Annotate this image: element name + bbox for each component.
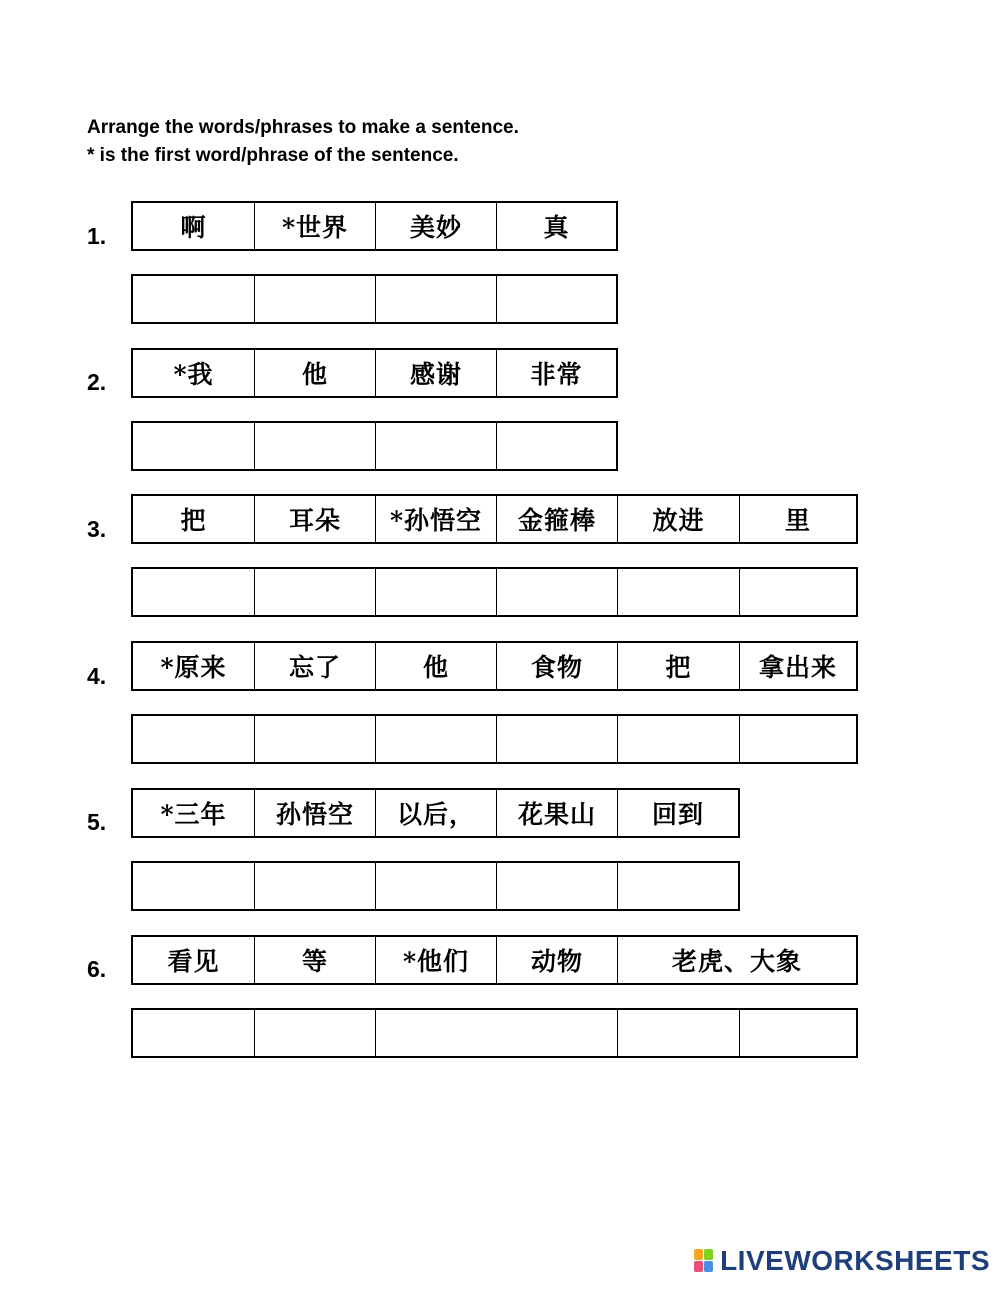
- answer-box[interactable]: [497, 863, 618, 909]
- word-bank-row: [131, 494, 858, 544]
- answer-box[interactable]: [740, 569, 856, 615]
- word-tile[interactable]: 食物: [497, 643, 618, 689]
- word-bank-row: [131, 348, 618, 398]
- question-number: 3.: [87, 516, 107, 542]
- answer-box[interactable]: [497, 716, 618, 762]
- answer-box[interactable]: [376, 863, 497, 909]
- answer-row: [131, 421, 618, 471]
- word-tile[interactable]: 金箍棒: [497, 496, 618, 542]
- question-number: 4.: [87, 663, 107, 689]
- question-number: 1.: [87, 223, 107, 249]
- answer-box[interactable]: [497, 276, 616, 322]
- answer-box[interactable]: [255, 276, 376, 322]
- answer-box[interactable]: [618, 1010, 740, 1056]
- answer-box[interactable]: [133, 569, 255, 615]
- answer-box[interactable]: [376, 569, 497, 615]
- question-number: 5.: [87, 809, 107, 835]
- question-number: 6.: [87, 956, 107, 982]
- liveworksheets-logo: [694, 1245, 990, 1277]
- word-tile[interactable]: 拿出来: [758, 653, 837, 682]
- word-tile[interactable]: *三年: [133, 790, 255, 836]
- answer-box[interactable]: [133, 276, 255, 322]
- answer-box[interactable]: [255, 569, 376, 615]
- answer-row: [131, 274, 618, 324]
- liveworksheets-logo-icon: [694, 1249, 714, 1273]
- answer-box[interactable]: [376, 716, 497, 762]
- word-tile[interactable]: 耳朵: [255, 496, 376, 542]
- answer-box[interactable]: [497, 423, 616, 469]
- instruction-line-1: Arrange the words/phrases to make a sentence.: [87, 117, 519, 138]
- word-tile[interactable]: 老虎、大象: [671, 947, 802, 976]
- word-tile[interactable]: 他: [255, 350, 376, 396]
- answer-box[interactable]: [740, 716, 856, 762]
- word-tile[interactable]: *我: [133, 350, 255, 396]
- word-tile[interactable]: 真: [543, 213, 570, 242]
- word-tile[interactable]: 把: [133, 496, 255, 542]
- answer-row: [131, 714, 858, 764]
- answer-box[interactable]: [376, 276, 497, 322]
- answer-box[interactable]: [255, 423, 376, 469]
- answer-row: [131, 1008, 858, 1058]
- word-tile[interactable]: 里: [784, 506, 811, 535]
- answer-row: [131, 861, 740, 911]
- answer-box[interactable]: [133, 1010, 255, 1056]
- word-tile[interactable]: 放进: [618, 496, 740, 542]
- word-tile[interactable]: 孙悟空: [255, 790, 376, 836]
- answer-box[interactable]: [133, 423, 255, 469]
- answer-box[interactable]: [255, 1010, 376, 1056]
- answer-box[interactable]: [618, 569, 740, 615]
- instructions: [87, 114, 519, 170]
- answer-row: [131, 567, 858, 617]
- word-tile[interactable]: 非常: [530, 360, 583, 389]
- answer-box[interactable]: [133, 863, 255, 909]
- word-tile[interactable]: 花果山: [497, 790, 618, 836]
- answer-box[interactable]: [618, 863, 738, 909]
- word-bank-row: [131, 935, 858, 985]
- word-tile[interactable]: 他: [376, 643, 497, 689]
- word-tile[interactable]: 感谢: [376, 350, 497, 396]
- word-tile[interactable]: 以后，: [376, 790, 497, 836]
- word-tile[interactable]: *原来: [133, 643, 255, 689]
- word-tile[interactable]: 动物: [497, 937, 618, 983]
- word-bank-row: [131, 788, 740, 838]
- answer-box[interactable]: [376, 423, 497, 469]
- word-bank-row: [131, 201, 618, 251]
- word-tile[interactable]: 把: [618, 643, 740, 689]
- answer-box[interactable]: [133, 716, 255, 762]
- answer-box[interactable]: [255, 863, 376, 909]
- answer-box[interactable]: [376, 1010, 618, 1056]
- liveworksheets-wordmark: LIVEWORKSHEETS: [720, 1245, 990, 1276]
- answer-box[interactable]: [255, 716, 376, 762]
- word-tile[interactable]: 美妙: [376, 203, 497, 249]
- answer-box[interactable]: [740, 1010, 856, 1056]
- word-tile[interactable]: 看见: [133, 937, 255, 983]
- word-tile[interactable]: *世界: [255, 203, 376, 249]
- question-number: 2.: [87, 369, 107, 395]
- word-tile[interactable]: *孙悟空: [376, 496, 497, 542]
- word-tile[interactable]: 回到: [651, 800, 704, 829]
- word-tile[interactable]: 啊: [133, 203, 255, 249]
- instruction-line-2: * is the first word/phrase of the sentence.: [87, 145, 459, 166]
- word-tile[interactable]: 忘了: [255, 643, 376, 689]
- word-bank-row: [131, 641, 858, 691]
- word-tile[interactable]: *他们: [376, 937, 497, 983]
- answer-box[interactable]: [618, 716, 740, 762]
- answer-box[interactable]: [497, 569, 618, 615]
- word-tile[interactable]: 等: [255, 937, 376, 983]
